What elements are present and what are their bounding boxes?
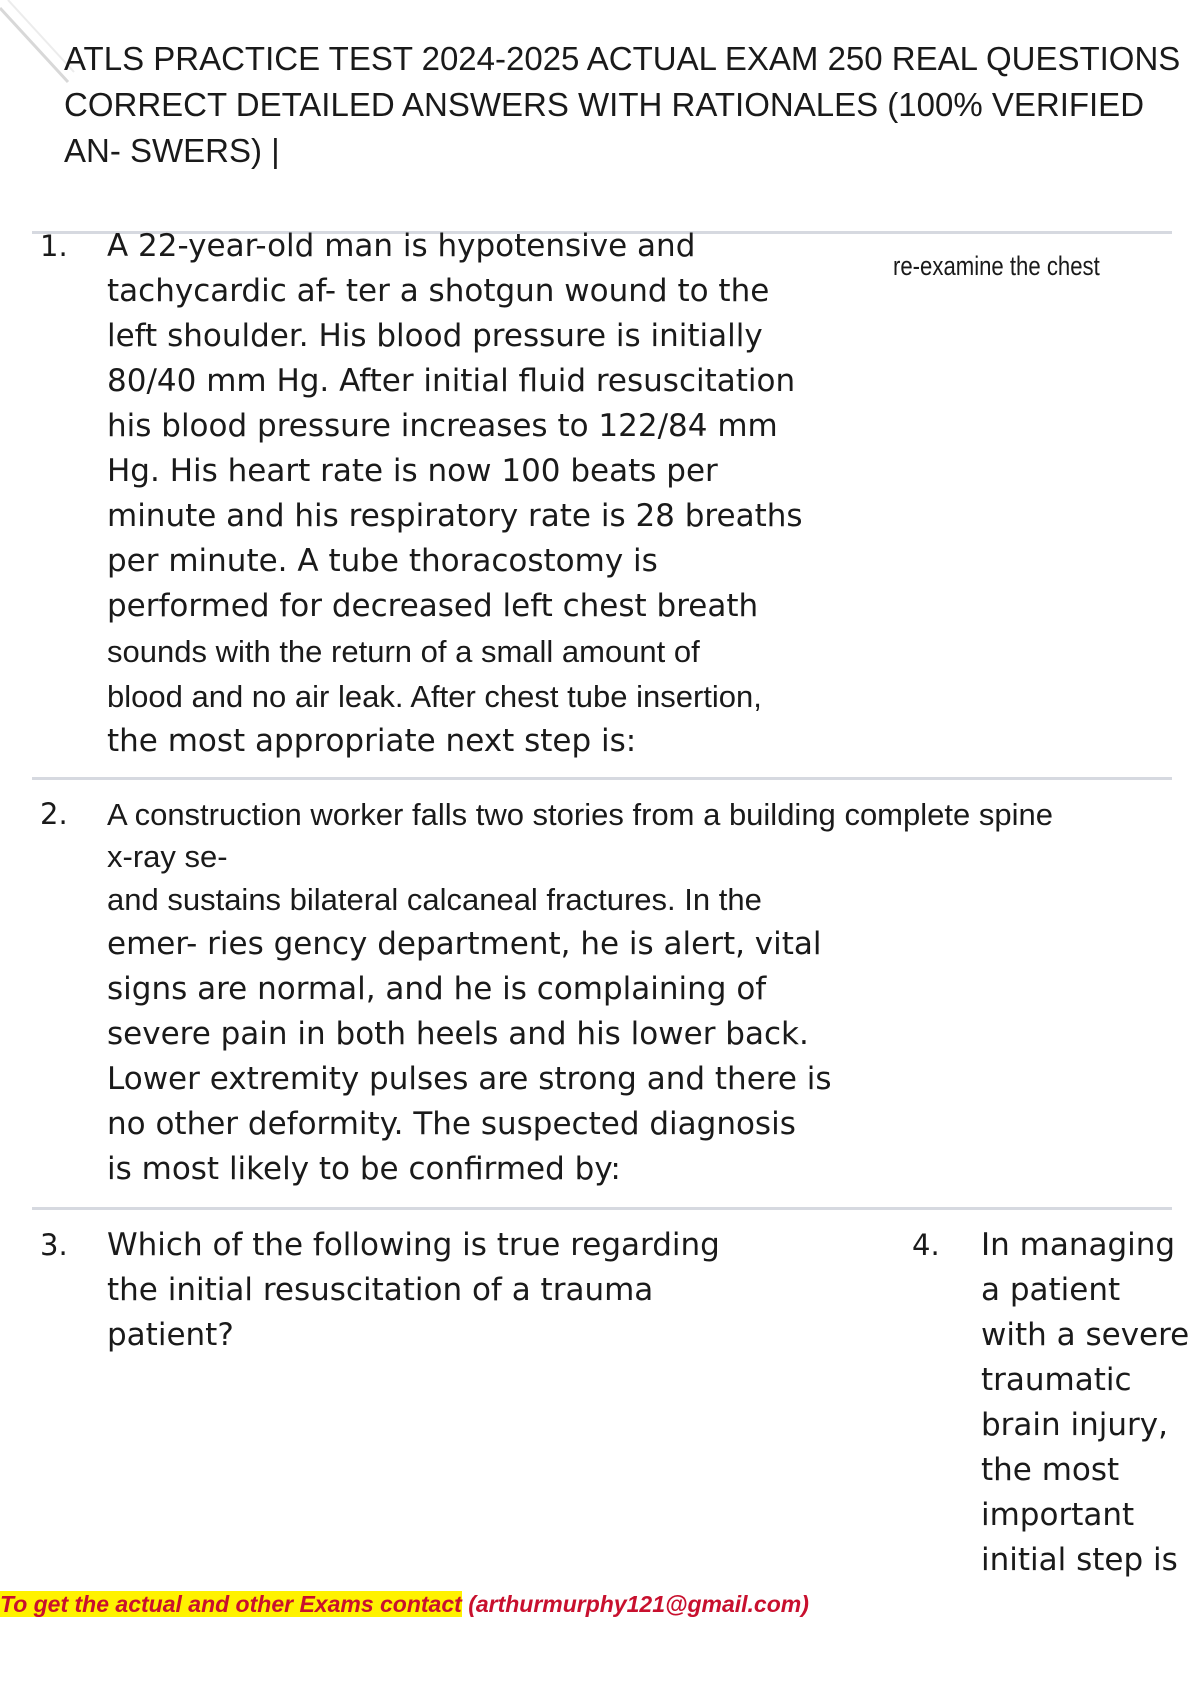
question-line: important xyxy=(981,1497,1135,1533)
footer-email[interactable]: (arthurmurphy121@gmail.com) xyxy=(468,1591,809,1617)
question-line: Lower extremity pulses are strong and there is xyxy=(107,1061,832,1097)
question-2-number: 2. xyxy=(40,797,68,831)
question-line: Hg. His heart rate is now 100 beats per xyxy=(107,453,718,489)
question-line: the most appropriate next step is: xyxy=(107,723,637,759)
question-1-answer: re-examine the chest xyxy=(893,251,1100,281)
section-divider xyxy=(32,1207,1172,1210)
question-line: left shoulder. His blood pressure is initially xyxy=(107,318,763,354)
question-line: performed for decreased left chest breath xyxy=(107,588,759,624)
question-line: traumatic xyxy=(981,1362,1132,1398)
question-line: no other deformity. The suspected diagnosis xyxy=(107,1106,796,1142)
title-line: ATLS PRACTICE TEST 2024-2025 ACTUAL EXAM 250 REAL QUESTIONS xyxy=(64,40,1181,77)
question-line: a patient xyxy=(981,1272,1121,1308)
question-line: x-ray se- xyxy=(107,839,228,874)
title-line: AN- SWERS) | xyxy=(64,132,280,169)
document-title xyxy=(64,36,1184,174)
question-4-number: 4. xyxy=(912,1228,940,1262)
question-line: with a severe xyxy=(981,1317,1190,1353)
question-line: and sustains bilateral calcaneal fractures. In the xyxy=(107,882,762,917)
question-line: tachycardic af- ter a shotgun wound to the xyxy=(107,273,770,309)
question-line: blood and no air leak. After chest tube insertion, xyxy=(107,679,762,714)
question-line: per minute. A tube thoracostomy is xyxy=(107,543,658,579)
question-line xyxy=(107,792,1053,837)
footer-contact xyxy=(0,1588,809,1620)
question-line: minute and his respiratory rate is 28 breaths xyxy=(107,498,803,534)
footer-cta-text: To get the actual and other Exams contact xyxy=(0,1591,462,1617)
question-line: 80/40 mm Hg. After initial fluid resuscitation xyxy=(107,363,796,399)
question-line: the initial resuscitation of a trauma xyxy=(107,1272,654,1308)
question-3-number: 3. xyxy=(40,1228,68,1262)
question-line-lead: A construction worker falls two stories from a building xyxy=(107,797,836,832)
question-2-text xyxy=(107,792,1053,1192)
question-4-text xyxy=(981,1223,1189,1583)
question-line: severe pain in both heels and his lower back. xyxy=(107,1016,809,1052)
question-line: emer- ries gency department, he is alert, vital xyxy=(107,926,822,962)
question-line: brain injury, xyxy=(981,1407,1168,1443)
question-line: is most likely to be confirmed by: xyxy=(107,1151,621,1187)
section-divider xyxy=(32,777,1172,780)
title-line: CORRECT DETAILED ANSWERS WITH RATIONALES (100% VERIFIED xyxy=(64,86,1145,123)
question-line: In managing xyxy=(981,1227,1176,1263)
question-1-text xyxy=(107,224,803,764)
question-line: A 22-year-old man is hypotensive and xyxy=(107,228,696,264)
question-3-text xyxy=(107,1223,720,1358)
question-line: the most xyxy=(981,1452,1120,1488)
question-line: Which of the following is true regarding xyxy=(107,1227,720,1263)
question-1-number: 1. xyxy=(40,229,68,263)
question-line: signs are normal, and he is complaining of xyxy=(107,971,767,1007)
question-line: his blood pressure increases to 122/84 mm xyxy=(107,408,778,444)
question-line: initial step is xyxy=(981,1542,1178,1578)
question-line: patient? xyxy=(107,1317,234,1353)
question-2-answer: complete spine xyxy=(844,797,1053,832)
question-line: sounds with the return of a small amount of xyxy=(107,634,700,669)
